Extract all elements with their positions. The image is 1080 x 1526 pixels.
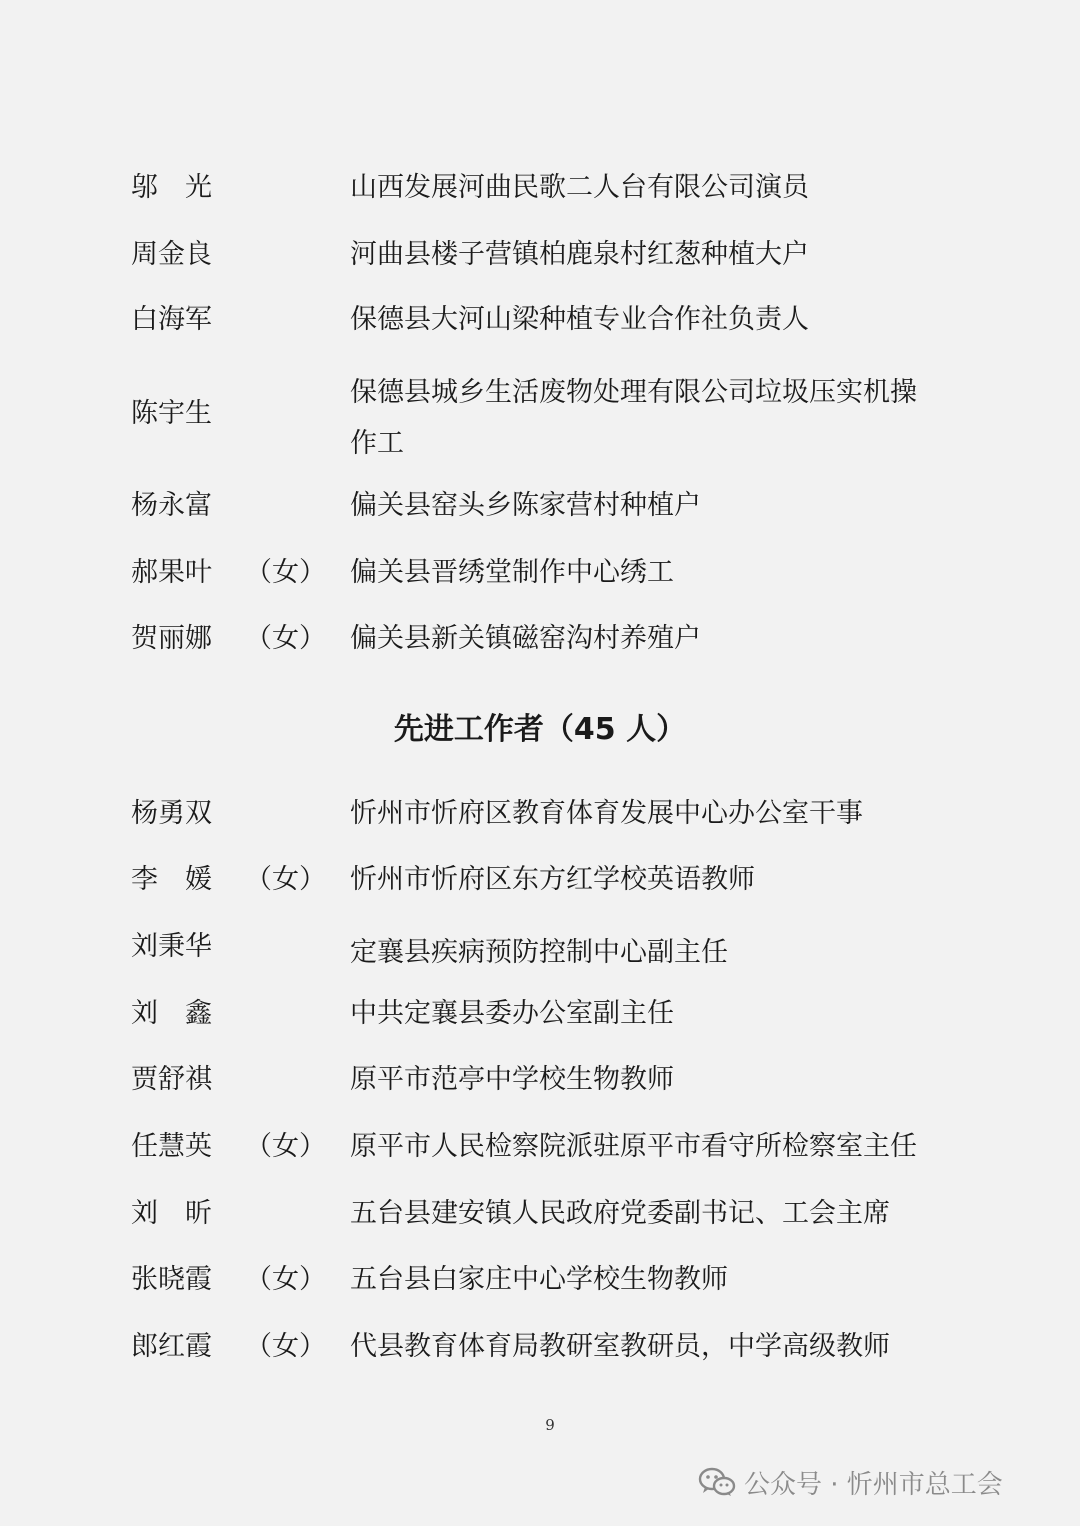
watermark	[698, 1462, 1003, 1502]
gender-note: （女）	[245, 623, 326, 654]
person-name: 刘 鑫	[131, 998, 212, 1029]
list-item	[0, 1262, 1080, 1322]
list-item	[0, 929, 1080, 989]
person-name: 张晓霞	[131, 1264, 212, 1295]
person-description: 保德县城乡生活废物处理有限公司垃圾压实机操	[350, 377, 917, 408]
list-item	[0, 862, 1080, 922]
person-name: 杨勇双	[131, 798, 212, 829]
gender-note: （女）	[245, 1131, 326, 1162]
person-name: 贾舒祺	[131, 1064, 212, 1095]
list-item	[0, 1329, 1080, 1389]
person-description: 定襄县疾病预防控制中心副主任	[350, 937, 728, 968]
person-description: 偏关县新关镇磁窑沟村养殖户	[350, 623, 701, 654]
person-name: 陈宇生	[131, 398, 212, 429]
person-name: 邬 光	[131, 172, 212, 203]
list-item	[0, 170, 1080, 230]
list-item	[0, 302, 1080, 362]
list-item	[0, 488, 1080, 548]
person-description: 偏关县晋绣堂制作中心绣工	[350, 557, 674, 588]
page-number: 9	[545, 1416, 555, 1434]
section-heading: 先进工作者（45 人）	[393, 712, 687, 747]
list-item	[0, 1129, 1080, 1189]
person-name: 郎红霞	[131, 1331, 212, 1362]
person-description: 原平市范亭中学校生物教师	[350, 1064, 674, 1095]
list-item	[0, 375, 1080, 475]
list-item	[0, 621, 1080, 681]
person-name: 刘 昕	[131, 1198, 212, 1229]
person-description: 偏关县窑头乡陈家营村种植户	[350, 490, 701, 521]
person-description: 五台县白家庄中心学校生物教师	[350, 1264, 728, 1295]
person-name: 刘秉华	[131, 931, 212, 962]
person-name: 任慧英	[131, 1131, 212, 1162]
person-description-continued: 作工	[350, 428, 404, 459]
list-item	[0, 555, 1080, 615]
person-description: 原平市人民检察院派驻原平市看守所检察室主任	[350, 1131, 917, 1162]
list-item	[0, 796, 1080, 856]
person-description: 代县教育体育局教研室教研员，中学高级教师	[350, 1331, 890, 1362]
person-name: 杨永富	[131, 490, 212, 521]
list-item	[0, 237, 1080, 297]
person-description: 忻州市忻府区教育体育发展中心办公室干事	[350, 798, 863, 829]
list-item	[0, 1062, 1080, 1122]
person-description: 中共定襄县委办公室副主任	[350, 998, 674, 1029]
list-item	[0, 1196, 1080, 1256]
wechat-icon	[698, 1467, 736, 1497]
person-description: 五台县建安镇人民政府党委副书记、工会主席	[350, 1198, 890, 1229]
person-description: 忻州市忻府区东方红学校英语教师	[350, 864, 755, 895]
gender-note: （女）	[245, 557, 326, 588]
person-name: 李 媛	[131, 864, 212, 895]
person-name: 郝果叶	[131, 557, 212, 588]
watermark-text: 公众号 · 忻州市总工会	[744, 1469, 1003, 1500]
person-description: 河曲县楼子营镇柏鹿泉村红葱种植大户	[350, 239, 809, 270]
person-name: 白海军	[131, 304, 212, 335]
gender-note: （女）	[245, 1331, 326, 1362]
person-description: 保德县大河山梁种植专业合作社负责人	[350, 304, 809, 335]
person-name: 周金良	[131, 239, 212, 270]
person-description: 山西发展河曲民歌二人台有限公司演员	[350, 172, 809, 203]
gender-note: （女）	[245, 864, 326, 895]
gender-note: （女）	[245, 1264, 326, 1295]
list-item	[0, 996, 1080, 1056]
person-name: 贺丽娜	[131, 623, 212, 654]
